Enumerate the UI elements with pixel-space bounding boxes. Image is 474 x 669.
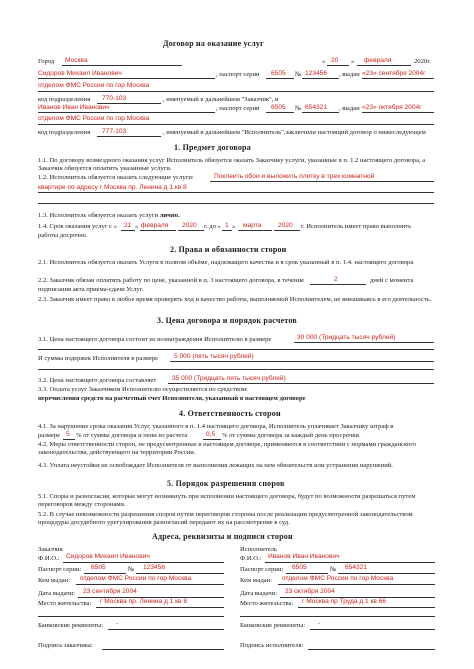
section-4-p1-underline-1 bbox=[63, 439, 75, 440]
section-4-p1-d: % от суммы договора за каждый день просрочки. bbox=[222, 432, 361, 439]
section-1-title: 1. Предмет договора bbox=[174, 143, 251, 152]
section-3-p1b-underline bbox=[170, 361, 434, 362]
customer-fio-label: Ф.И.О.: bbox=[38, 555, 60, 562]
executor-series: 6505 bbox=[271, 104, 286, 111]
section-2-title: 2. Права и обязанности сторон bbox=[170, 245, 287, 254]
customer-date-label: Дата выдачи: bbox=[38, 590, 76, 597]
executor-req-num-sign: № bbox=[330, 566, 337, 573]
executor-req-number-underline bbox=[338, 573, 435, 574]
section-1-p4-f: г. Исполнитель имеет право выполнить bbox=[301, 223, 412, 230]
date-year: 2020г. bbox=[414, 58, 431, 65]
customer-passport-series-label: Паспорт серии: bbox=[38, 566, 82, 573]
customer-req-blank-line bbox=[38, 616, 224, 617]
section-1-p4-c: г. до « bbox=[204, 223, 221, 230]
section-1-p2-underline-3 bbox=[38, 203, 434, 204]
customer-issuer-underline bbox=[38, 91, 434, 92]
customer-bank-label: Банковские реквизиты: bbox=[38, 622, 104, 629]
customer-num-sign: № bbox=[295, 71, 302, 78]
section-4-title: 4. Ответственность сторон bbox=[179, 409, 281, 418]
date-quote-open: « bbox=[322, 58, 326, 65]
executor-req-bank-underline bbox=[310, 629, 435, 630]
section-2-p3: 2.3. Заказчик имеет право в любое время проверять ход и качество работы, выполняемой Исполнителем, не вмешиваясь в его деятельность. bbox=[38, 296, 432, 303]
executor-fio-label: Ф.И.О.: bbox=[240, 555, 262, 562]
executor-code: 777-103 bbox=[102, 128, 127, 135]
date-day: 20 bbox=[331, 57, 339, 64]
section-3-p3-bold: перечисления средств на расчетный счет Исполнителя, указанный в настоящем договоре bbox=[38, 395, 306, 402]
section-3-p3: 3.3. Оплата услуг Заказчиком Исполнителю осуществляется по средством: bbox=[38, 386, 248, 393]
executor-num-sign: № bbox=[295, 105, 302, 112]
customer-code-label: код подразделения bbox=[38, 96, 91, 103]
section-1-p3 bbox=[38, 212, 180, 220]
customer-req-number: 123456 bbox=[143, 564, 166, 571]
executor-fio: Иванов Иван Иванович bbox=[268, 553, 340, 560]
section-3-p2-value: 35 000 (Тридцать пять тысяч рублей) bbox=[172, 375, 286, 382]
customer-name-underline bbox=[38, 78, 215, 79]
document-title: Договор на оказание услуг bbox=[163, 39, 264, 48]
customer-req-series-underline bbox=[84, 573, 126, 574]
section-3-p2-label: 3.2. Цена настоящего договора составляет bbox=[38, 377, 157, 384]
customer-issued-by-label: Кем выдан: bbox=[38, 577, 71, 584]
section-1-p4-day-1: 21 bbox=[124, 222, 132, 229]
customer-issued-date: «23» сентября 2004г bbox=[362, 70, 426, 77]
section-1-p2-underline-2 bbox=[38, 192, 434, 193]
customer-req-issued-by: отделом ФМС России по гор Москва bbox=[80, 575, 192, 582]
section-1-p2-label: 1.2. Исполнитель обязуется оказать следующие услуги: bbox=[38, 174, 194, 181]
section-1-p2-value-1: Поклеить обои и выложить плитку в трех комнатной bbox=[214, 173, 375, 180]
section-1-p4-day-2: 1 bbox=[225, 222, 229, 229]
section-1-p4-year-1: 2020 bbox=[182, 222, 197, 229]
executor-date-label: Дата выдачи: bbox=[240, 590, 278, 597]
section-4-p1-b: размере bbox=[38, 432, 61, 439]
section-1-p4-month-2-underline bbox=[238, 230, 272, 231]
executor-name: Иванов Иван Иванович bbox=[38, 104, 110, 111]
section-5-title: 5. Порядок разрешения споров bbox=[167, 479, 285, 488]
executor-req-address-underline bbox=[298, 607, 435, 608]
section-4-p3: 4.3. Уплата неустойки не освобождает Исполнителя от выполнения лежащих на нем обязательств или устранения нарушений. bbox=[38, 462, 393, 469]
customer-req-number-underline bbox=[136, 573, 224, 574]
section-2-p2-a: 2.2. Заказчик обязан оплатить работу по цене, указанной в п. 3 настоящего договора, в течение bbox=[38, 277, 305, 284]
customer-number-underline bbox=[302, 78, 339, 79]
executor-passport-series-label: Паспорт серии: bbox=[240, 566, 284, 573]
customer-passport-label: , паспорт серии bbox=[216, 71, 260, 78]
executor-bank-label: Банковские реквизиты: bbox=[240, 622, 306, 629]
executor-code-label: код подразделения bbox=[38, 129, 91, 136]
section-3-p1-value: 30 000 (Тридцать тысяч рублей) bbox=[297, 334, 396, 341]
customer-number: 123456 bbox=[305, 70, 328, 77]
executor-sign-line bbox=[308, 649, 435, 650]
executor-code-underline bbox=[97, 136, 161, 137]
customer-date-underline bbox=[362, 78, 434, 79]
section-2-p2-c: подписания акта приема-сдачи Услуг. bbox=[38, 286, 144, 293]
customer-name: Сидоров Михаил Иванович bbox=[38, 70, 122, 77]
customer-series-underline bbox=[266, 78, 294, 79]
section-5-p2: 5.2. В случае невозможности разрешения споров путем переговоров стороны после реализации предусмотренной законодательством процедуры досудебного урегулирования разногласий передают их на рассмотрение в суд. bbox=[38, 511, 413, 526]
section-1-p3-bold: лично. bbox=[159, 212, 180, 219]
executor-req-issued-by: отделом ФМС России по гор Москва bbox=[282, 575, 394, 582]
section-1-p4-year-1-underline bbox=[178, 230, 204, 231]
section-1-p2-underline-1 bbox=[210, 181, 434, 182]
customer-req-num-sign: № bbox=[128, 566, 135, 573]
section-4-p2: 4.2. Меры ответственности сторон, не предусмотренные в настоящем договоре, применяются в соответствии с нормами гражданского законодательства, действующего на территории России. bbox=[38, 441, 417, 456]
section-1-p4-a: 1.4. Срок оказания услуг с « bbox=[38, 223, 118, 230]
day-underline bbox=[327, 65, 349, 66]
section-6-title: Адреса, реквизиты и подписи сторон bbox=[152, 532, 293, 541]
date-quote-close: » bbox=[351, 58, 355, 65]
section-4-p1-value-2: 0,5 bbox=[206, 431, 216, 438]
section-1-p4-b: » bbox=[135, 223, 139, 230]
section-3-p1b-label: И суммы издержек Исполнителя в размере bbox=[38, 355, 159, 362]
section-2-p2-b: дней с момента bbox=[370, 277, 414, 284]
customer-req-bank: - bbox=[116, 620, 119, 627]
customer-sign-label: Подпись заказчика: bbox=[38, 642, 93, 649]
customer-code: 770-103 bbox=[102, 95, 127, 102]
section-4-p1-underline-2 bbox=[203, 439, 221, 440]
section-2-p2-underline bbox=[310, 284, 366, 285]
section-3-title: 3. Цена договора и порядок расчетов bbox=[157, 316, 297, 325]
executor-req-number: 654321 bbox=[345, 564, 368, 571]
section-1-p4-month-2: марта bbox=[243, 222, 262, 229]
section-4-p1-value-1: 5 bbox=[66, 431, 70, 438]
executor-passport-label: , паспорт серии bbox=[216, 105, 260, 112]
customer-sign-line bbox=[102, 649, 224, 650]
section-1-p4-year-2-underline bbox=[274, 230, 300, 231]
executor-req-series: 6505 bbox=[292, 564, 307, 571]
customer-issued-by: отделом ФМС России по гор Москва bbox=[38, 82, 150, 89]
section-3-p2-underline bbox=[168, 383, 434, 384]
executor-issued-date: «23» октября 2004г bbox=[362, 104, 422, 111]
customer-req-address: г Москва пр. Ленина д 1 кв 8 bbox=[100, 598, 188, 605]
executor-heading: Исполнитель bbox=[240, 546, 277, 553]
executor-fio-underline bbox=[265, 562, 435, 563]
executor-number: 654321 bbox=[305, 104, 328, 111]
executor-date-underline bbox=[362, 112, 434, 113]
executor-issued-by: отделом ФМС России по гор Москва bbox=[38, 115, 150, 122]
section-1-p4-month-1-underline bbox=[140, 230, 176, 231]
section-3-p1b-underline-2 bbox=[38, 369, 434, 370]
section-2-p1: 2.1. Исполнитель обязуется оказать Услуги в полном объёме, надлежащего качества и в срок указанный в п. 1.4. настоящего договора bbox=[38, 259, 414, 266]
customer-series: 6505 bbox=[271, 70, 286, 77]
executor-name-underline bbox=[38, 112, 215, 113]
executor-series-underline bbox=[266, 112, 294, 113]
executor-req-blank-line bbox=[240, 616, 435, 617]
section-1-p2-value-2: квартире по адресу г Москва пр. Ленина д 1 кв 8 bbox=[38, 184, 187, 191]
customer-req-series: 6505 bbox=[91, 564, 106, 571]
section-1-p4-month-1: февраля bbox=[141, 222, 169, 229]
section-1-p1: 1.1. По договору возмездного оказания услуг Исполнитель обязуется оказать Заказчику услуги, указанные в п. 1.2 настоящего договора, а Заказчик обязуется оплатить указанные услуги. bbox=[38, 157, 426, 172]
date-month: февраля bbox=[364, 57, 392, 64]
month-underline bbox=[357, 65, 411, 66]
section-1-p4-e: » bbox=[232, 223, 236, 230]
customer-issued-label: , выдан bbox=[339, 71, 360, 78]
customer-fio: Сидоров Михаил Иванович bbox=[66, 553, 150, 560]
customer-req-issued-by-underline bbox=[76, 584, 224, 585]
customer-req-date: 23 сентября 2004 bbox=[83, 588, 137, 595]
section-1-p4-year-2: 2020 bbox=[278, 222, 293, 229]
city-underline bbox=[62, 65, 182, 66]
customer-address-label: Место жительства: bbox=[38, 600, 92, 607]
city-value: Москва bbox=[65, 57, 88, 64]
executor-req-bank: - bbox=[318, 620, 321, 627]
customer-req-bank-underline bbox=[108, 629, 224, 630]
executor-req-address: г Москва пр Труда д 1 кв 66 bbox=[302, 598, 387, 605]
section-3-p1-underline bbox=[294, 342, 434, 343]
city-label: Город bbox=[38, 58, 55, 65]
executor-role: , именуемый в дальнейшем "Исполнитель",заключили настоящий договор о нижеследующем bbox=[163, 129, 426, 136]
executor-issuer-underline bbox=[38, 124, 434, 125]
executor-issued-label: , выдан bbox=[339, 105, 360, 112]
section-2-p2-value: 2 bbox=[334, 276, 338, 283]
section-1-p4-day-2-underline bbox=[222, 230, 232, 231]
section-4-p1-c: % от суммы договора и пени из расчета bbox=[76, 432, 188, 439]
executor-sign-label: Подпись исполнителя: bbox=[240, 642, 304, 649]
section-4-p1-a: 4.1. За нарушение срока оказания Услуг, указанного в п. 1.4 настоящего договора, Исполнитель уплачивает Заказчику штраф в bbox=[38, 423, 394, 430]
customer-role: , именуемый в дальнейшем "Заказчик", и bbox=[163, 96, 279, 103]
section-1-p4-g: работы досрочно. bbox=[38, 232, 88, 239]
executor-req-date: 23 октября 2004 bbox=[285, 588, 335, 595]
executor-req-series-underline bbox=[286, 573, 328, 574]
section-1-p4-day-1-underline bbox=[121, 230, 135, 231]
executor-req-issued-by-underline bbox=[278, 584, 435, 585]
section-3-p1-label: 3.1. Цена настоящего договора состоит из вознаграждения Исполнителю в размере bbox=[38, 336, 272, 343]
section-1-p3-text: 1.3. Исполнитель обязуется оказать услуги bbox=[38, 212, 159, 219]
customer-heading: Заказчик bbox=[38, 546, 63, 553]
section-5-p1: 5.1. Споры и разногласия, которые могут возникнуть при исполнении настоящего договора, будут по возможности разрешаться путем переговоров между сторонами. bbox=[38, 493, 416, 508]
customer-req-address-underline bbox=[96, 607, 224, 608]
customer-fio-underline bbox=[63, 562, 224, 563]
section-3-p1b-value: 5 000 (пять тысяч рублей) bbox=[174, 353, 254, 360]
executor-issued-by-label: Кем выдан: bbox=[240, 577, 273, 584]
section-3-p1-underline-2 bbox=[38, 349, 434, 350]
executor-address-label: Место жительства: bbox=[240, 600, 294, 607]
executor-number-underline bbox=[302, 112, 339, 113]
